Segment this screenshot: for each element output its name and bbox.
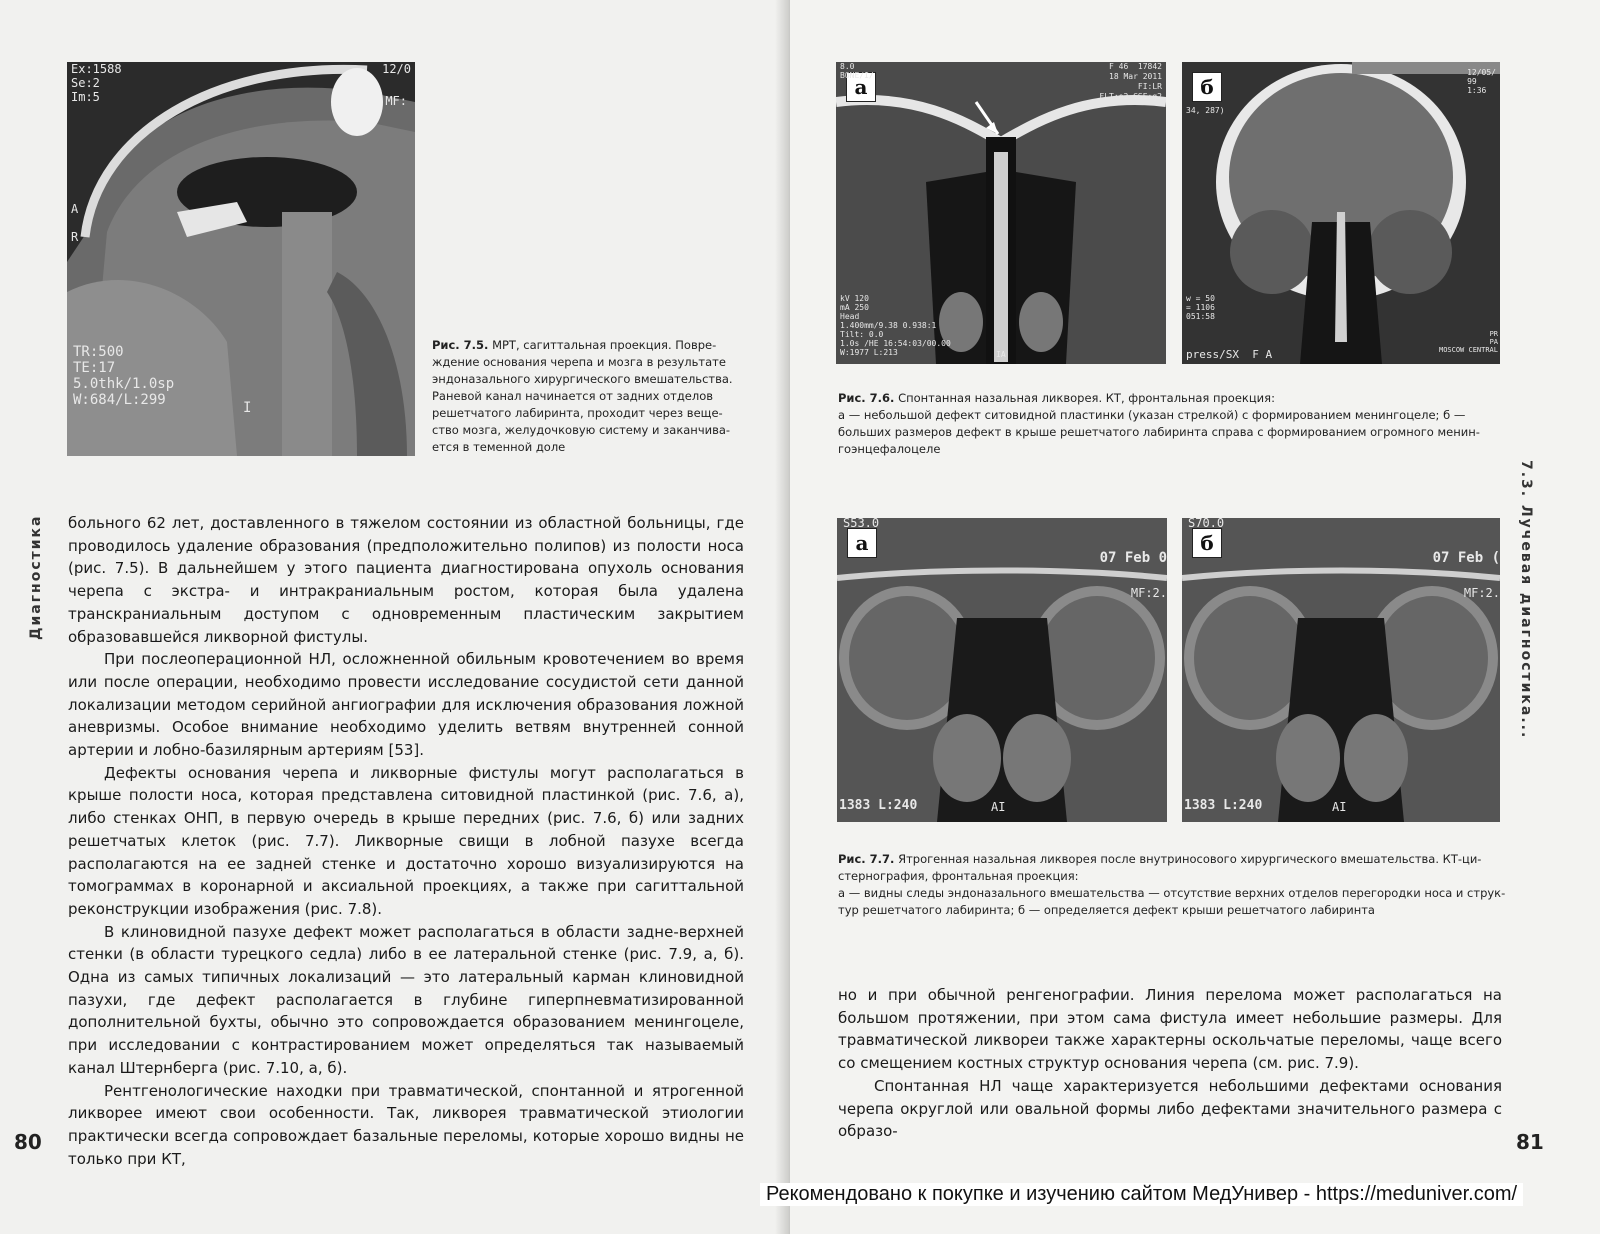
- figure-7-5-mri-image: [67, 62, 415, 456]
- ct-text: press/SX F A: [1186, 348, 1273, 361]
- right-page: [790, 0, 1600, 1234]
- figure-7-7-caption-title: Рис. 7.7.: [838, 852, 895, 866]
- ct-text: S53.0: [843, 518, 880, 530]
- mri-label-top-left: Ex:1588 Se:2 Im:5: [71, 62, 122, 104]
- paragraph: но и при обычной ренгенографии. Линия перелома может располагаться на большом протяжении, при этом сама фистула имеет небольшие размеры. Для травматической ликвореи также характерны оскольчатые переломы, чаще всего со смещением костных структур основания черепа (см. рис. 7.9).: [838, 986, 1502, 1073]
- ct-text: 1383 L:240: [839, 798, 918, 813]
- caption-line: стернография, фронтальная проекция:: [838, 869, 1079, 883]
- caption-line: Спонтанная назальная ликворея. КТ, фронтальная проекция:: [898, 391, 1275, 405]
- ct-text: MF:2.: [1130, 586, 1167, 600]
- ct-text: 1383 L:240: [1184, 798, 1263, 813]
- paragraph: Рентгенологические находки при травматической, спонтанной и ятрогенной ликворее имеют свои особенности. Так, ликворея травматической этиологии практически всегда сопровождает базальные переломы, которые хорошо видны не только при КТ,: [68, 1081, 744, 1168]
- paragraph: больного 62 лет, доставленного в тяжелом состоянии из областной больницы, где проводилось удаление образования (предположительно полипов) из полости носа (рис. 7.5). В дальнейшем у этого пациента диагностирована опухоль основания черепа с экстра- и интракраниальным ростом, которая была удалена транскраниальным доступом с одновременным пластическим закрытием образовавшейся ликворной фистулы.: [68, 514, 744, 646]
- ct-text: AI: [991, 800, 1006, 814]
- paragraph: Спонтанная НЛ чаще характеризуется небольшими дефектами основания черепа округлой или овальной формы либо дефектами значительного размера с образо-: [838, 1076, 1502, 1141]
- mri-label-side: A R: [71, 202, 79, 244]
- caption-line: МРТ, сагиттальная проекция. Повре-: [492, 338, 717, 352]
- caption-line: а — видны следы эндоназального вмешательства — отсутствие верхних отделов перегородки носа и струк-: [838, 886, 1506, 900]
- ct-frontal-graphic: [1182, 62, 1500, 364]
- right-body-text: [838, 984, 1502, 1143]
- ct-text: AI: [1332, 800, 1347, 814]
- figure-7-7b-ct-image: [1182, 518, 1500, 822]
- panel-label-a: а: [846, 72, 876, 102]
- paragraph: Дефекты основания черепа и ликворные фистулы могут располагаться в крыше полости носа, которая представлена ситовидной пластинкой (рис. 7.6, а), либо стенках ОНП, в первую очередь в крыше передних (рис. 7.6, б) или задних решетчатых клеток (рис. 7.7). Ликворные свищи в лобной пазухе всегда располагаются на ее задней стенке и достаточно хорошо визуализируются на томограммах в коронарной и аксиальной проекциях, а также при сагиттальной реконструкции изображения (рис. 7.8).: [68, 763, 744, 918]
- figure-7-6a-ct-image: [836, 62, 1166, 364]
- figure-7-6-caption: [838, 390, 1506, 458]
- caption-line: ется в теменной доле: [432, 440, 566, 454]
- ct-text: 07 Feb (: [1432, 550, 1500, 566]
- ct-text: MF:2.: [1463, 586, 1500, 600]
- ct-text: F 46 17842 18 Mar 2011 FI:LR FLT:e2 GSE:g2: [1099, 62, 1162, 101]
- caption-line: Раневой канал начинается от задних отделов: [432, 389, 714, 403]
- panel-label-b: б: [1192, 72, 1222, 102]
- caption-line: Ятрогенная назальная ликворея после внутриносового хирургического вмешательства. КТ-ци-: [898, 852, 1482, 866]
- ct-text: S70.0: [1188, 518, 1225, 530]
- mri-label-mf: MF:: [385, 94, 407, 108]
- running-header-left: Диагностика: [28, 514, 44, 640]
- ct-text: 8.0 BONE/I/: [840, 62, 874, 80]
- panel-label-a: а: [847, 528, 877, 558]
- mri-label-bottom-right: I: [243, 400, 252, 416]
- ct-text: PR PA MOSCOW CENTRAL: [1438, 330, 1498, 354]
- figure-7-7-caption: [838, 851, 1506, 919]
- paragraph: При послеоперационной НЛ, осложненной обильным кровотечением во время или после операции, необходимо провести исследование сосудистой сети данной локализации методом серийной ангиографии для исключения образования ложной аневризмы. Особое внимание необходимо уделить ветвям внутренней сонной артерии и лобно-базилярным артериям [53].: [68, 650, 744, 760]
- figure-7-5-caption-title: Рис. 7.5.: [432, 338, 489, 352]
- figure-7-7a-ct-image: [837, 518, 1167, 822]
- paragraph: В клиновидной пазухе дефект может располагаться в области задне-верхней стенки (в области турецкого седла) либо в ее латеральной стенке (рис. 7.9, а, б). Одна из самых типичных локализаций — это латеральный карман клиновидной пазухи, где дефект располагается в глубине гиперпневматизированной дополнительной бухты, обычно это сопровождается образованием менингоцеле, при исследовании с контрастированием может определяться так называемый канал Штернберга (рис. 7.10, а, б).: [68, 922, 744, 1077]
- ct-text: 34, 287): [1186, 106, 1225, 115]
- recommendation-watermark: Рекомендовано к покупке и изучению сайтом МедУнивер - https://meduniver.com/: [760, 1183, 1523, 1206]
- ct-text: 12/05/ 99 1:36: [1467, 68, 1496, 95]
- caption-line: тур решетчатого лабиринта; б — определяется дефект крыши решетчатого лабиринта: [838, 903, 1375, 917]
- caption-line: а — небольшой дефект ситовидной пластинки (указан стрелкой) с формированием менингоцеле; б —: [838, 408, 1466, 422]
- mri-label-top-right: 12/0: [382, 62, 411, 76]
- ct-text: 07 Feb 0: [1099, 550, 1167, 566]
- ct-text: kV 120 mA 250 Head 1.400mm/9.38 0.938:1 Tilt: 0.0 1.0s /HE 16:54:03/00.00 W:1977 L:213: [840, 294, 951, 357]
- caption-line: решетчатого лабиринта, проходит через веще-: [432, 406, 723, 420]
- page-number-right: 81: [1516, 1130, 1544, 1154]
- caption-line: ство мозга, желудочковую систему и заканчива-: [432, 423, 731, 437]
- page-number-left: 80: [14, 1130, 42, 1154]
- caption-line: гоэнцефалоцеле: [838, 442, 941, 456]
- figure-7-6-caption-title: Рис. 7.6.: [838, 391, 895, 405]
- running-header-right: 7.3. Лучевая диагностика...: [1518, 460, 1534, 740]
- caption-line: ждение основания черепа и мозга в результате: [432, 355, 726, 369]
- mri-label-bottom-left: TR:500 TE:17 5.0thk/1.0sp W:684/L:299: [73, 344, 175, 408]
- figure-7-6b-ct-image: [1182, 62, 1500, 364]
- ct-text: w = 50 = 1106 051:58: [1186, 294, 1215, 321]
- left-page: [0, 0, 790, 1234]
- ct-text: IA: [996, 350, 1006, 359]
- caption-line: больших размеров дефект в крыше решетчатого лабиринта справа с формированием огромного менин-: [838, 425, 1480, 439]
- caption-line: эндоназального хирургического вмешательства.: [432, 372, 733, 386]
- figure-7-5-caption: [432, 337, 750, 456]
- left-body-text: [68, 512, 744, 1170]
- panel-label-b: б: [1192, 528, 1222, 558]
